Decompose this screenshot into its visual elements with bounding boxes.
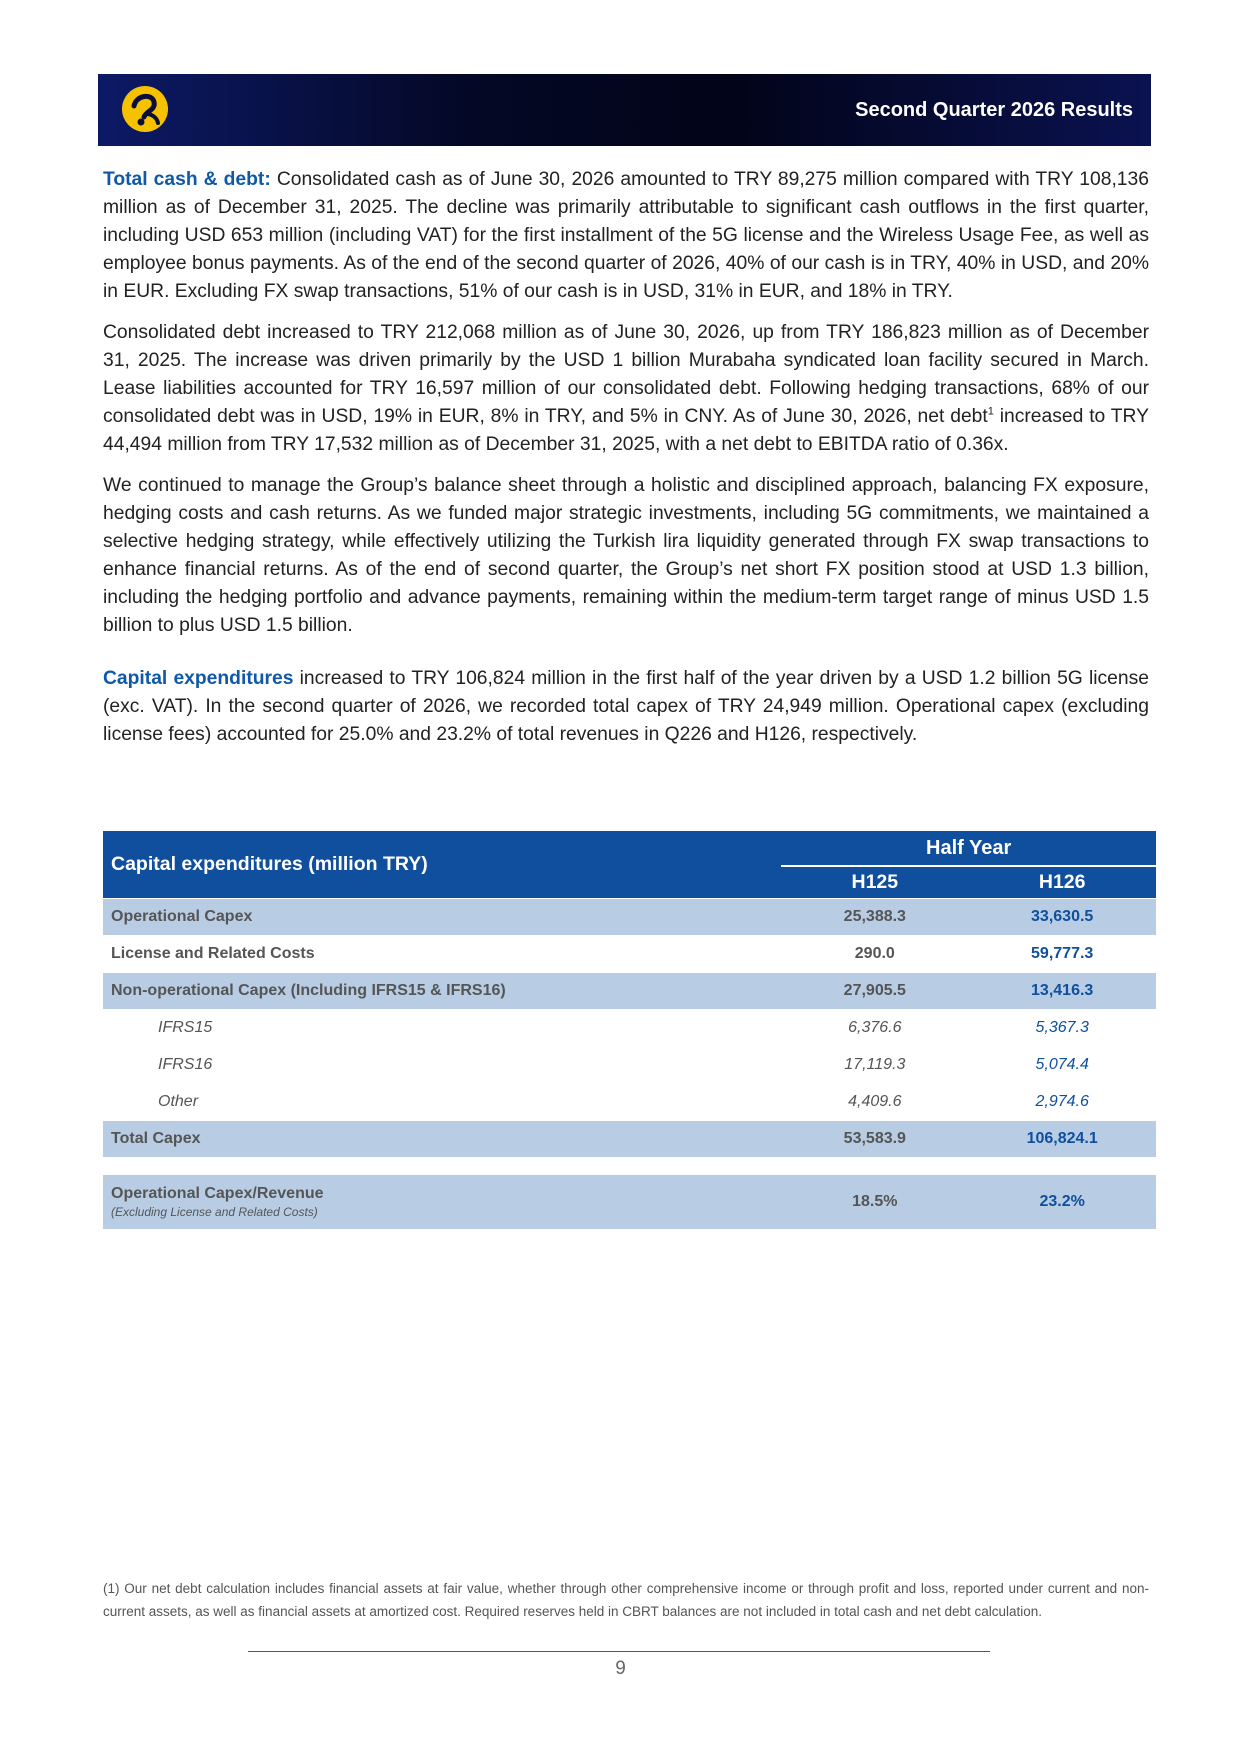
row-label: License and Related Costs	[103, 936, 781, 973]
capex-paragraph	[103, 665, 1149, 749]
debt-text-b: increased to TRY 44,494 million from TRY 17,532 million as of December 31, 2025, with a net debt to EBITDA ratio of 0.36x.	[103, 406, 1149, 455]
table-row	[103, 1084, 1156, 1121]
col-h126-header: H126	[968, 866, 1156, 899]
cell-h126: 106,824.1	[968, 1121, 1156, 1158]
cell-h125: 6,376.6	[781, 1010, 968, 1047]
debt-text-a: Consolidated debt increased to TRY 212,068 million as of June 30, 2026, up from TRY 186,823 million as of December 31, 2025. The increase was driven primarily by the USD 1 billion Murabaha syndicated loan facility secured in March. Lease liabilities accounted for TRY 16,597 million of our consolidated debt. Following hedging transactions, 68% of our consolidated debt was in USD, 19% in EUR, 8% in TRY, and 5% in CNY. As of June 30, 2026, net debt	[103, 322, 1149, 427]
cell-h126: 33,630.5	[968, 899, 1156, 936]
footer-divider	[248, 1651, 990, 1652]
turkcell-logo-icon	[120, 84, 170, 134]
ratio-note: (Excluding License and Related Costs)	[111, 1205, 318, 1219]
cell-h125: 4,409.6	[781, 1084, 968, 1121]
capex-table	[103, 831, 1156, 1229]
table-row	[103, 1121, 1156, 1158]
half-year-header: Half Year	[781, 831, 1156, 866]
table-row	[103, 973, 1156, 1010]
row-label: Other	[103, 1084, 781, 1121]
table-row	[103, 1010, 1156, 1047]
cell-h125: 290.0	[781, 936, 968, 973]
row-label: Non-operational Capex (Including IFRS15 & IFRS16)	[103, 973, 781, 1010]
balance-sheet-paragraph: We continued to manage the Group’s balance sheet through a holistic and disciplined approach, balancing FX exposure, hedging costs and cash returns. As we funded major strategic investments, including 5G commitments, we maintained a selective hedging strategy, while effectively utilizing the Turkish lira liquidity generated through FX swap transactions to enhance financial returns. As of the end of second quarter, the Group’s net short FX position stood at USD 1.3 billion, including the hedging portfolio and advance payments, remaining within the medium-term target range of minus USD 1.5 billion to plus USD 1.5 billion.	[103, 475, 1149, 636]
cell-h125: 27,905.5	[781, 973, 968, 1010]
cell-h126: 2,974.6	[968, 1084, 1156, 1121]
row-label: Total Capex	[103, 1121, 781, 1158]
row-label: Operational Capex	[103, 899, 781, 936]
footnote-ref: 1	[987, 405, 994, 418]
row-label	[103, 1175, 781, 1229]
cell-h126: 59,777.3	[968, 936, 1156, 973]
col-h125-header: H125	[781, 866, 968, 899]
table-row	[103, 1175, 1156, 1229]
cell-h125: 18.5%	[781, 1175, 968, 1229]
row-label: IFRS16	[103, 1047, 781, 1084]
cash-debt-text: Consolidated cash as of June 30, 2026 amounted to TRY 89,275 million compared with TRY 108,136 million as of December 31, 2025. The decline was primarily attributable to significant cash outflows in the first quarter, including USD 653 million (including VAT) for the first installment of the 5G license and the Wireless Usage Fee, as well as employee bonus payments. As of the end of the second quarter of 2026, 40% of our cash is in TRY, 40% in USD, and 20% in EUR. Excluding FX swap transactions, 51% of our cash is in USD, 31% in EUR, and 18% in TRY.	[103, 169, 1149, 302]
cell-h126: 5,367.3	[968, 1010, 1156, 1047]
cash-debt-heading: Total cash & debt:	[103, 169, 271, 190]
table-row	[103, 899, 1156, 936]
cash-debt-paragraph	[103, 166, 1149, 306]
table-row	[103, 1047, 1156, 1084]
cell-h125: 53,583.9	[781, 1121, 968, 1158]
ratio-label: Operational Capex/Revenue	[111, 1185, 324, 1202]
debt-paragraph	[103, 319, 1149, 459]
body-text	[103, 166, 1149, 762]
cell-h126: 5,074.4	[968, 1047, 1156, 1084]
capex-heading: Capital expenditures	[103, 668, 294, 689]
page-header	[98, 74, 1151, 146]
footnote: (1) Our net debt calculation includes financial assets at fair value, whether through other comprehensive income or through profit and loss, reported under current and non-current assets, as well as financial assets at amortized cost. Required reserves held in CBRT balances are not included in total cash and net debt calculation.	[103, 1581, 1149, 1619]
report-title: Second Quarter 2026 Results	[855, 99, 1133, 121]
cell-h125: 17,119.3	[781, 1047, 968, 1084]
cell-h126: 13,416.3	[968, 973, 1156, 1010]
table-title: Capital expenditures (million TRY)	[103, 831, 781, 899]
cell-h125: 25,388.3	[781, 899, 968, 936]
page-number: 9	[615, 1658, 626, 1679]
capex-text: increased to TRY 106,824 million in the first half of the year driven by a USD 1.2 billion 5G license (exc. VAT). In the second quarter of 2026, we recorded total capex of TRY 24,949 million. Operational capex (excluding license fees) accounted for 25.0% and 23.2% of total revenues in Q226 and H126, respectively.	[103, 668, 1149, 745]
table-row	[103, 936, 1156, 973]
cell-h126: 23.2%	[968, 1175, 1156, 1229]
row-label: IFRS15	[103, 1010, 781, 1047]
